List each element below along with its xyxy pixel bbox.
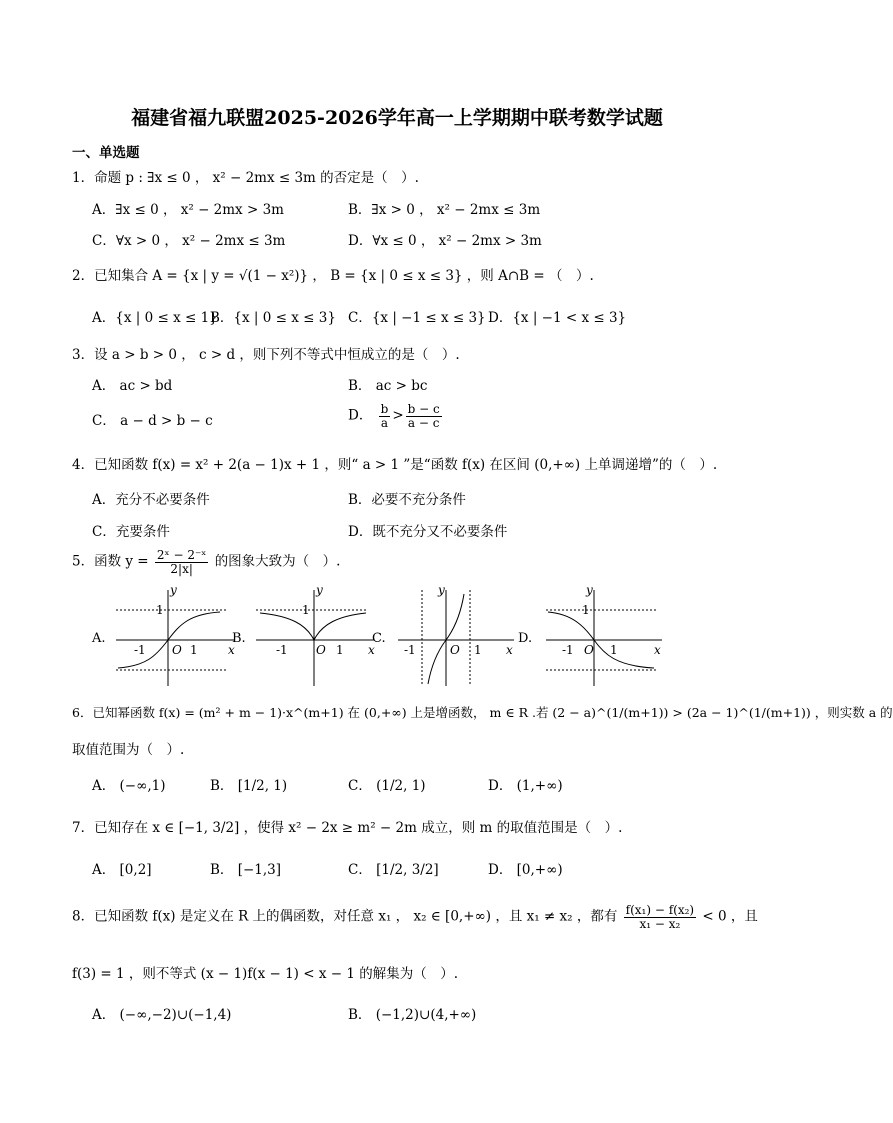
q6-stem-line2: 取值范围为（ ）. — [72, 742, 185, 758]
tick-one-y: 1 — [582, 603, 590, 617]
q8-condition-fraction — [624, 904, 696, 930]
page-title: 福建省福九联盟2025-2026学年高一上学期期中联考数学试题 — [131, 107, 663, 129]
q6-option-b: B． [1/2, 1) — [210, 778, 288, 794]
origin-label: O — [316, 643, 326, 657]
q7-option-a: A． [0,2] — [92, 862, 152, 878]
origin-label: O — [172, 643, 182, 657]
q2-option-a: A．{x | 0 ≤ x ≤ 1} — [92, 310, 218, 326]
frac-denominator: a — [380, 415, 389, 430]
q4-option-a: A．充分不必要条件 — [92, 492, 210, 508]
tick-one-y: 1 — [302, 603, 310, 617]
q7-option-d: D． [0,+∞) — [488, 862, 563, 878]
q4-stem: 4．已知函数 f(x) = x² + 2(a − 1)x + 1 ，则“ a > 1 ”是“函数 f(x) 在区间 (0,+∞) 上单调递增”的（ ）. — [72, 457, 718, 473]
x-axis-label: x — [368, 643, 375, 657]
q8-option-a: A． (−∞,−2)∪(−1,4) — [92, 1007, 232, 1023]
x-axis-label: x — [506, 643, 513, 657]
q2-option-c: C．{x | −1 ≤ x ≤ 3} — [348, 310, 486, 326]
frac-denominator: x₁ − x₂ — [639, 916, 681, 931]
q4-option-d: D．既不充分又不必要条件 — [348, 524, 508, 540]
q4-option-b: B．必要不充分条件 — [348, 492, 466, 508]
q7-option-c: C． [1/2, 3/2] — [348, 862, 439, 878]
q5-stem-suffix: 的图象大致为（ ）. — [214, 553, 341, 570]
y-axis-label: y — [586, 583, 593, 597]
q5-graph-a — [116, 583, 235, 686]
q6-stem-line1: 6．已知幂函数 f(x) = (m² + m − 1)·x^(m+1) 在 (0,+∞) 上是增函数， m ∈ R .若 (2 − a)^(1/(m+1)) > (2a − 1)^(1/(m+1)) ，则实数 a 的 — [72, 705, 893, 720]
q5-graph-c — [398, 583, 514, 686]
tick-one-x: 1 — [474, 643, 482, 657]
frac-denominator: 2|x| — [170, 561, 193, 576]
q5-label-d: D. — [518, 631, 533, 646]
frac-numerator: 2ˣ − 2⁻ˣ — [156, 548, 207, 562]
x-axis-label: x — [654, 643, 661, 657]
tick-one-y: 1 — [156, 603, 164, 617]
origin-label: O — [450, 643, 460, 657]
q3-option-b: B． ac > bc — [348, 378, 428, 394]
q1-option-b: B．∃x > 0 ， x² − 2mx ≤ 3m — [348, 202, 541, 218]
origin-label: O — [584, 643, 594, 657]
frac-numerator: f(x₁) − f(x₂) — [625, 903, 695, 917]
frac-denominator: a − c — [407, 415, 440, 430]
q5-function-fraction — [155, 549, 208, 575]
q8-stem-line2: f(3) = 1 ，则不等式 (x − 1)f(x − 1) < x − 1 的解集为（ ）. — [72, 966, 459, 982]
frac-numerator: b − c — [407, 402, 440, 416]
q3-option-a: A． ac > bd — [92, 378, 173, 394]
y-axis-label: y — [316, 583, 323, 597]
frac-numerator: b — [380, 402, 389, 416]
q2-option-b: B．{x | 0 ≤ x ≤ 3} — [210, 310, 336, 326]
q5-stem-prefix: 5．函数 y = — [72, 553, 149, 570]
q2-stem: 2．已知集合 A = {x | y = √(1 − x²)} ， B = {x | 0 ≤ x ≤ 3} ，则 A∩B = （ ）. — [72, 268, 594, 284]
q3-stem: 3．设 a > b > 0 ， c > d ，则下列不等式中恒成立的是（ ）. — [72, 347, 460, 363]
q6-option-a: A． (−∞,1) — [92, 778, 166, 794]
q1-stem: 1．命题 p : ∃x ≤ 0 ， x² − 2mx ≤ 3m 的否定是（ ）. — [72, 170, 419, 186]
tick-one-x: 1 — [610, 643, 618, 657]
q1-option-d: D．∀x ≤ 0 ， x² − 2mx > 3m — [348, 233, 542, 249]
q8-stem-line1 — [72, 904, 758, 930]
tick-neg-one-x: -1 — [562, 643, 574, 657]
q5-label-c: C. — [372, 631, 386, 646]
q1-option-a: A．∃x ≤ 0 ， x² − 2mx > 3m — [92, 202, 284, 218]
q7-option-b: B． [−1,3] — [210, 862, 282, 878]
section-heading: 一、单选题 — [72, 145, 140, 161]
function-curve — [260, 613, 366, 640]
q8-option-b: B． (−1,2)∪(4,+∞) — [348, 1007, 477, 1023]
q3-d-lhs-fraction — [379, 403, 391, 429]
q2-option-d: D．{x | −1 < x ≤ 3} — [488, 310, 627, 326]
q3-option-d-label: D． — [348, 407, 373, 424]
q3-option-c: C． a − d > b − c — [92, 413, 213, 429]
q1-option-c: C．∀x > 0 ， x² − 2mx ≤ 3m — [92, 233, 286, 249]
q6-option-c: C． (1/2, 1) — [348, 778, 426, 794]
tick-neg-one-x: -1 — [276, 643, 288, 657]
q8-stem-end: < 0 ，且 — [702, 908, 758, 925]
tick-neg-one-x: -1 — [134, 643, 146, 657]
q6-option-d: D． (1,+∞) — [488, 778, 563, 794]
q5-label-a: A. — [92, 631, 106, 646]
q8-stem-text: 8．已知函数 f(x) 是定义在 R 上的偶函数，对任意 x₁ ， x₂ ∈ [0,+∞) ，且 x₁ ≠ x₂ ，都有 — [72, 908, 618, 925]
q5-stem — [72, 549, 340, 575]
y-axis-label: y — [170, 583, 177, 597]
q3-option-d: D． $\frac{b}{a}$ > $\frac{b - c}{a - c}$ — [348, 402, 440, 430]
q5-label-b: B. — [232, 631, 246, 646]
tick-one-x: 1 — [336, 643, 344, 657]
q3-d-rhs-fraction — [406, 403, 442, 429]
q7-stem: 7．已知存在 x ∈ [−1, 3/2] ，使得 x² − 2x ≥ m² − 2m 成立，则 m 的取值范围是（ ）. — [72, 820, 623, 836]
q4-option-c: C．充要条件 — [92, 524, 170, 540]
q5-graph-d — [546, 583, 662, 686]
q5-graph-options — [80, 582, 680, 690]
y-axis-label: y — [438, 583, 445, 597]
x-axis-label: x — [228, 643, 235, 657]
tick-neg-one-x: -1 — [404, 643, 416, 657]
tick-one-x: 1 — [190, 643, 198, 657]
q5-graph-b — [256, 583, 375, 686]
